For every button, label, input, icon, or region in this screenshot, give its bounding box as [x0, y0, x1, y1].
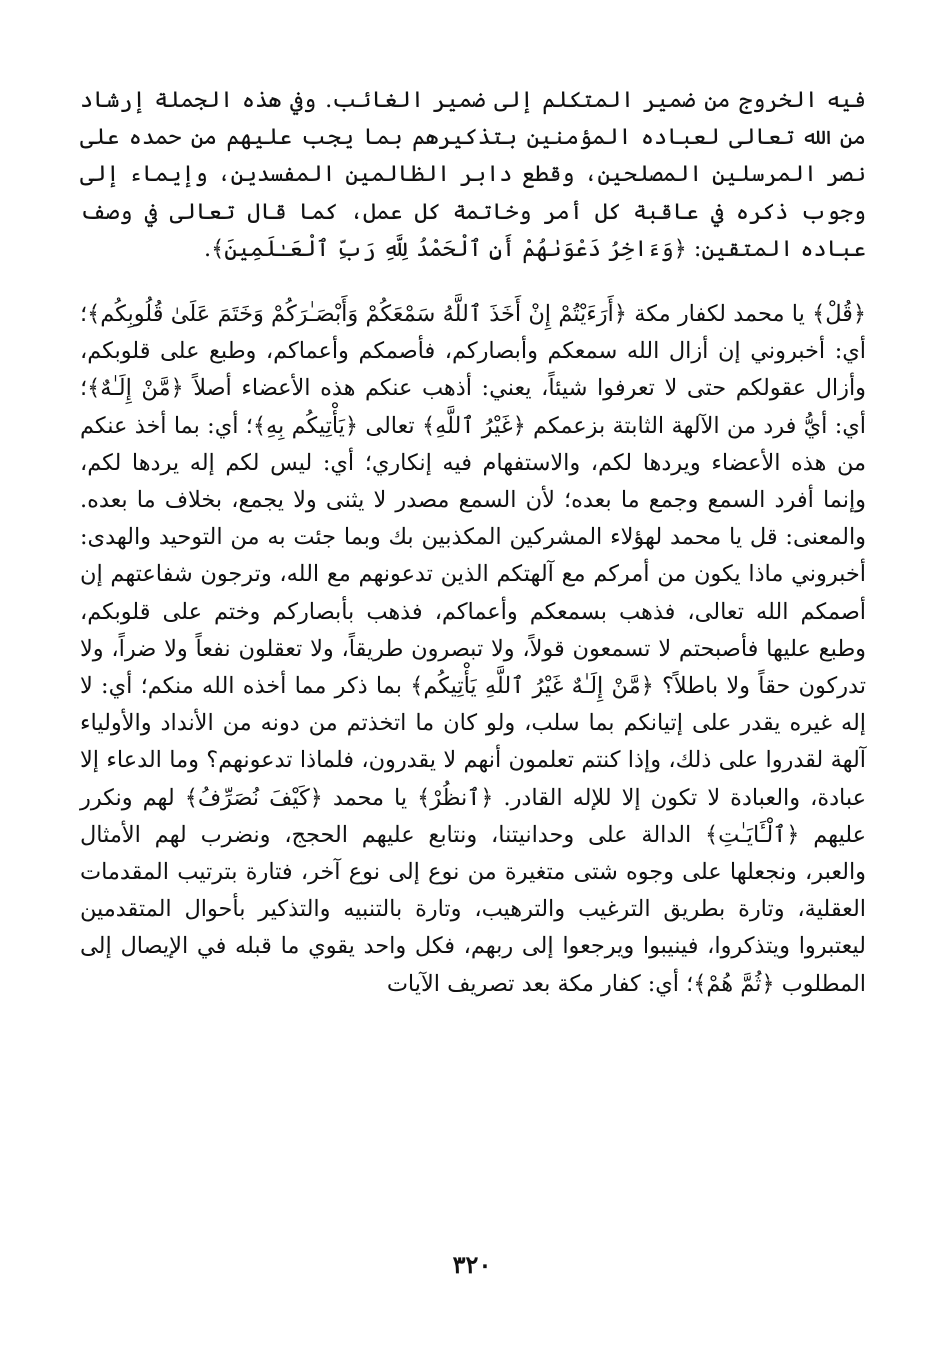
- paragraph-2: ﴿قُلْ﴾ يا محمد لكفار مكة ﴿أَرَءَيْتُمْ إِنْ أَخَذَ ٱللَّهُ سَمْعَكُمْ وَأَبْصَـٰرَكُمْ وَخَتَمَ عَلَىٰ قُلُوبِكُم﴾؛ أي: أخبروني إن أزال الله سمعكم وأبصاركم، فأصمكم وأعماكم، وطبع على قلوبكم، وأزال عقولكم حتى لا تعرفوا شيئاً، يعني: أذهب عنكم هذه الأعضاء أصلاً ﴿مَّنْ إِلَـٰهٌ﴾؛ أي: أيُّ فرد من الآلهة الثابتة بزعمكم ﴿غَيْرُ ٱللَّهِ﴾ تعالى ﴿يَأْتِيكُم بِهِ﴾؛ أي: بما أخذ عنكم من هذه الأعضاء ويردها لكم، والاستفهام فيه إنكاري؛ أي: ليس لكم إله يردها لكم، وإنما أفرد السمع وجمع ما بعده؛ لأن السمع مصدر لا يثنى ولا يجمع، بخلاف ما بعده. والمعنى: قل يا محمد لهؤلاء المشركين المكذبين بك وبما جئت به من التوحيد والهدى: أخبروني ماذا يكون من أمركم مع آلهتكم الذين تدعونهم مع الله، وترجون شفاعتهم إن أصمكم الله تعالى، فذهب بسمعكم وأعماكم، فذهب بأبصاركم وختم على قلوبكم، وطبع عليها فأصبحتم لا تسمعون قولاً، ولا تبصرون طريقاً، ولا تعقلون نفعاً ولا ضراً، ولا تدركون حقاً ولا باطلاً؟ ﴿مَّنْ إِلَـٰهٌ غَيْرُ ٱللَّهِ يَأْتِيكُم﴾ بما ذكر مما أخذه الله منكم؛ أي: لا إله غيره يقدر على إتيانكم بما سلب، ولو كان ما اتخذتم من دونه من الأنداد والأولياء آلهة لقدروا على ذلك، وإذا كنتم تعلمون أنهم لا يقدرون، فلماذا تدعونهم؟ وما الدعاء إلا عبادة، والعبادة لا تكون إلا للإله القادر. ﴿ٱنظُرْ﴾ يا محمد ﴿كَيْفَ نُصَرِّفُ﴾ لهم ونكرر عليهم ﴿ٱلْـَٔايَـٰتِ﴾ الدالة على وحدانيتنا، ونتابع عليهم الحجج، ونضرب لهم الأمثال والعبر، ونجعلها على وجوه شتى متغيرة من نوع إلى نوع آخر، فتارة بترتيب المقدمات العقلية، وتارة بطريق الترغيب والترهيب، وتارة بالتنبيه والتذكير بأحوال المتقدمين ليعتبروا ويتذكروا، فينيبوا ويرجعوا إلى ربهم، فكل واحد يقوي ما قبله في الإيصال إلى المطلوب ﴿ثُمَّ هُمْ﴾؛ أي: كفار مكة بعد تصريف الآيات: [80, 301, 866, 997]
- paragraph-1: فيه الخروج من ضمير المتكلم إلى ضمير الغائب. وفي هذه الجملة إرشاد من الله تعالى لعباده المؤمنين بتذكيرهم بما يجب عليهم من حمده على نصر المرسلين المصلحين، وقطع دابر الظالمين المفسدين، وإيماء إلى وجوب ذكره في عاقبة كل أمر وخاتمة كل عمل، كما قال تعالى في وصف عباده المتقين: ﴿وَءَاخِرُ دَعْوَىٰهُمْ أَنِ ٱلْحَمْدُ لِلَّهِ رَبِّ ٱلْعَـٰلَمِينَ﴾.: [80, 87, 866, 262]
- page-number: ٣٢٠: [452, 1250, 492, 1279]
